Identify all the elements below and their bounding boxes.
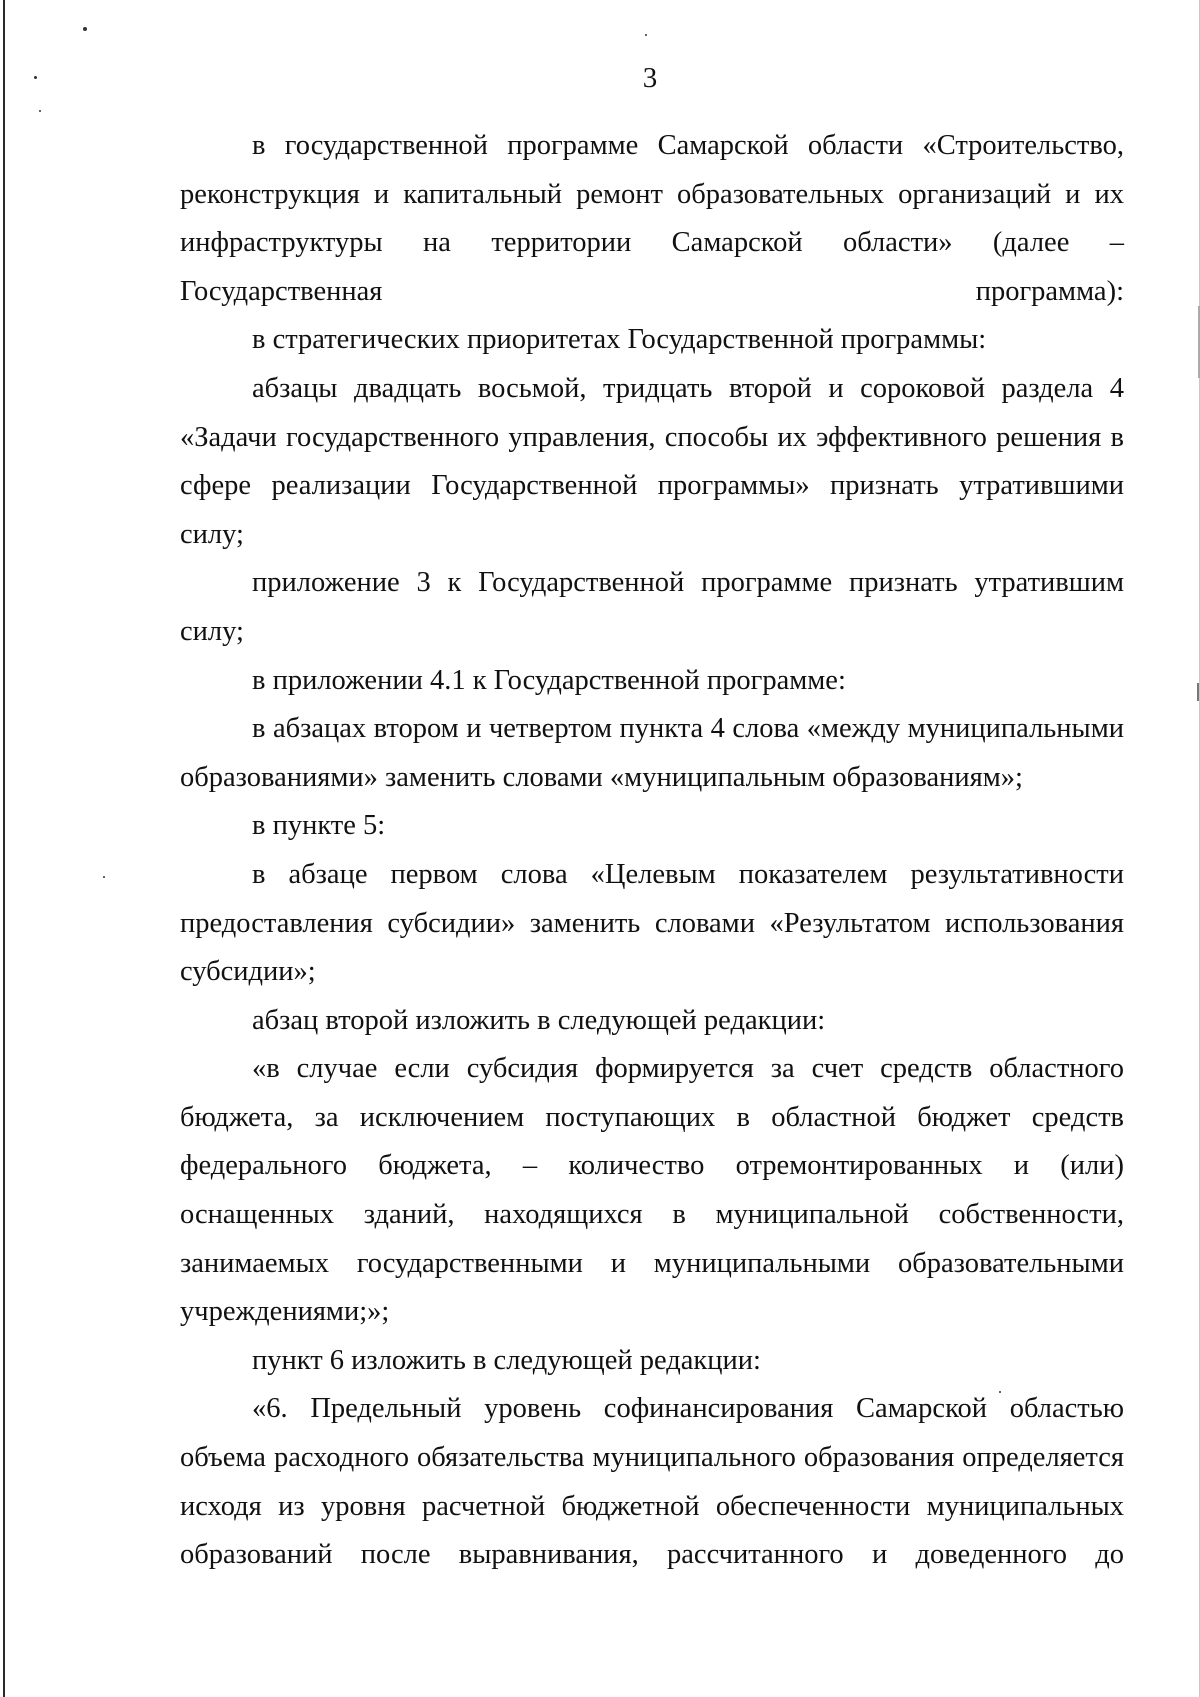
paragraph: «6. Предельный уровень софинансирования Самарской областью объема расходного обязательства муниципального образования определяется исходя из уровня расчетной бюджетной обеспеченности муниципальных образований после выравнивания, рассчитанного и доведенного до bbox=[180, 1393, 1124, 1571]
paragraph: в приложении 4.1 к Государственной программе: bbox=[252, 664, 846, 696]
document-body bbox=[180, 122, 1124, 1580]
paragraph: в государственной программе Самарской области «Строительство, реконструкция и капитальный ремонт образовательных организаций и их инфраструктуры на территории Самарской области» (далее – Государственная программа): bbox=[180, 130, 1124, 307]
scan-speck bbox=[39, 110, 41, 112]
scan-left-edge bbox=[3, 0, 5, 1697]
paragraph: абзацы двадцать восьмой, тридцать второй и сороковой раздела 4 «Задачи государственного управления, способы их эффективного решения в сфере реализации Государственной программы» признать утратившими силу; bbox=[180, 372, 1124, 550]
paragraph: приложение 3 к Государственной программе признать утратившим силу; bbox=[180, 567, 1124, 647]
paragraph: в абзацах втором и четвертом пункта 4 слова «между муниципальными образованиями» заменить словами «муниципальным образованиям»; bbox=[180, 713, 1124, 793]
page-number: 3 bbox=[642, 62, 658, 94]
scan-speck bbox=[103, 876, 105, 878]
paragraph: в абзаце первом слова «Целевым показателем результативности предоставления субсидии» заменить словами «Результатом использования субсидии»; bbox=[180, 858, 1124, 988]
scan-speck bbox=[645, 34, 647, 36]
paragraph: пункт 6 изложить в следующей редакции: bbox=[252, 1344, 761, 1376]
paragraph: «в случае если субсидия формируется за счет средств областного бюджета, за исключением поступающих в областной бюджет средств федерального бюджета, – количество отремонтированных и (или) оснащенных зданий, находящихся в муниципальной собственности, занимаемых государственными и муниципальными образовательными учреждениями;»; bbox=[180, 1053, 1124, 1328]
paragraph: абзац второй изложить в следующей редакции: bbox=[252, 1004, 826, 1036]
scan-speck bbox=[83, 27, 87, 31]
scan-mark bbox=[1197, 683, 1199, 701]
paragraph: в стратегических приоритетах Государственной программы: bbox=[252, 324, 987, 356]
paragraph: в пункте 5: bbox=[252, 810, 386, 842]
